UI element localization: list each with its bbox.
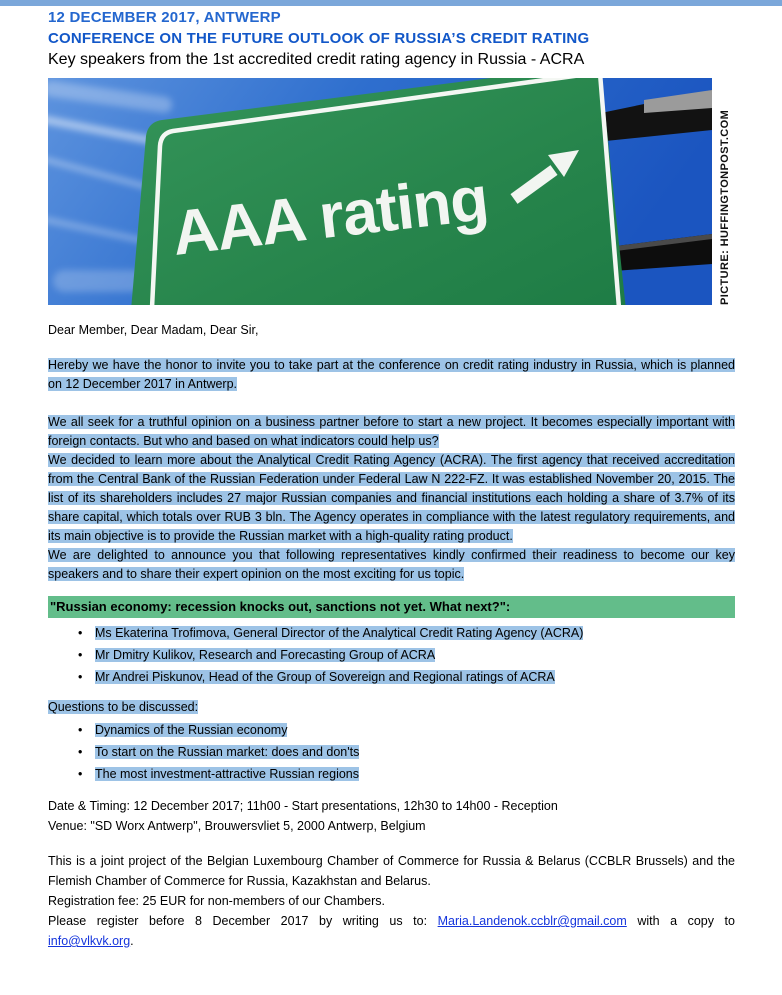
highlighted-text: Dynamics of the Russian economy	[95, 723, 288, 737]
invite-paragraph	[48, 356, 735, 394]
context-paragraph-3	[48, 546, 735, 584]
highlighted-text: Mr Dmitry Kulikov, Research and Forecasting Group of ACRA	[95, 648, 436, 662]
project-info: This is a joint project of the Belgian Luxembourg Chamber of Commerce for Russia & Belarus (CCBLR Brussels) and the Flemish Chamber of Commerce for Russia, Kazakhstan and Belarus.	[48, 854, 735, 888]
register-prefix: Please register before 8 December 2017 by writing us to:	[48, 914, 428, 928]
question-item	[48, 763, 735, 785]
registration-fee-line: Registration fee: 25 EUR for non-members of our Chambers.	[48, 894, 385, 908]
highlighted-text: Ms Ekaterina Trofimova, General Director of the Analytical Credit Rating Agency (ACRA)	[95, 626, 584, 640]
speaker-item	[48, 666, 735, 688]
speaker-item	[48, 644, 735, 666]
hero-figure	[48, 78, 735, 305]
venue-line: Venue: "SD Worx Antwerp", Brouwersvliet 5, 2000 Antwerp, Belgium	[48, 819, 426, 833]
context-paragraph-1	[48, 413, 735, 451]
highlighted-text: We are delighted to announce you that following representatives kindly confirmed their readiness to become our key speakers and to share their expert opinion on the most exciting for us topic.	[48, 548, 735, 581]
speaker-item	[48, 622, 735, 644]
date-timing-line: Date & Timing: 12 December 2017; 11h00 - Start presentations, 12h30 to 14h00 - Reception	[48, 799, 558, 813]
question-item	[48, 741, 735, 763]
registration-info	[48, 851, 735, 951]
highlighted-text: Mr Andrei Piskunov, Head of the Group of Sovereign and Regional ratings of ACRA	[95, 670, 555, 684]
speakers-list	[48, 622, 735, 688]
highlighted-text: The most investment-attractive Russian regions	[95, 767, 359, 781]
questions-list	[48, 719, 735, 785]
road-sign-photo	[48, 78, 712, 305]
header-subtitle: Key speakers from the 1st accredited credit rating agency in Russia - ACRA	[48, 51, 585, 68]
highlighted-text: Hereby we have the honor to invite you to take part at the conference on credit rating industry in Russia, which is planned on 12 December 2017 in Antwerp.	[48, 358, 735, 391]
top-accent-bar	[0, 0, 782, 6]
register-middle: with a copy to	[637, 914, 735, 928]
highlighted-text: We decided to learn more about the Analytical Credit Rating Agency (ACRA). The first agency that received accreditation from the Central Bank of the Russian Federation under Federal Law N 222-FZ. It was established November 20, 2015. The list of its shareholders includes 27 major Russian companies and financial institutions each holding a share of 3.7% of its share capital, which totals over RUB 3 bln. The Agency operates in compliance with the latest regulatory requirements, and its main objective is to provide the Russian market with a high-quality rating product.	[48, 453, 735, 543]
highlighted-text: To start on the Russian market: does and don'ts	[95, 745, 360, 759]
event-details	[48, 796, 735, 836]
header	[48, 8, 735, 71]
sign-text: AAA rating	[168, 163, 492, 269]
page-title: CONFERENCE ON THE FUTURE OUTLOOK OF RUSSIA’S CREDIT RATING	[48, 30, 590, 47]
highlighted-text: We all seek for a truthful opinion on a business partner before to start a new project. It becomes especially important with foreign contacts. But who and based on what indicators could help us?	[48, 415, 735, 448]
register-line	[48, 911, 735, 931]
topic-heading: "Russian economy: recession knocks out, sanctions not yet. What next?":	[48, 596, 735, 618]
photo-credit-caption: PICTURE: HUFFINGTONPOST.COM	[719, 109, 731, 305]
letter-body	[48, 321, 735, 951]
question-item	[48, 719, 735, 741]
email-link-secondary[interactable]: info@vlkvk.org	[48, 934, 131, 948]
salutation: Dear Member, Dear Madam, Dear Sir,	[48, 323, 259, 337]
email-link-primary[interactable]: Maria.Landenok.ccblr@gmail.com	[437, 914, 627, 928]
context-paragraph-2	[48, 451, 735, 546]
highlighted-text: Questions to be discussed:	[48, 700, 199, 714]
questions-label	[48, 698, 735, 717]
header-date-location: 12 DECEMBER 2017, ANTWERP	[48, 9, 281, 26]
register-line-2	[48, 931, 735, 951]
register-suffix: .	[130, 934, 134, 948]
